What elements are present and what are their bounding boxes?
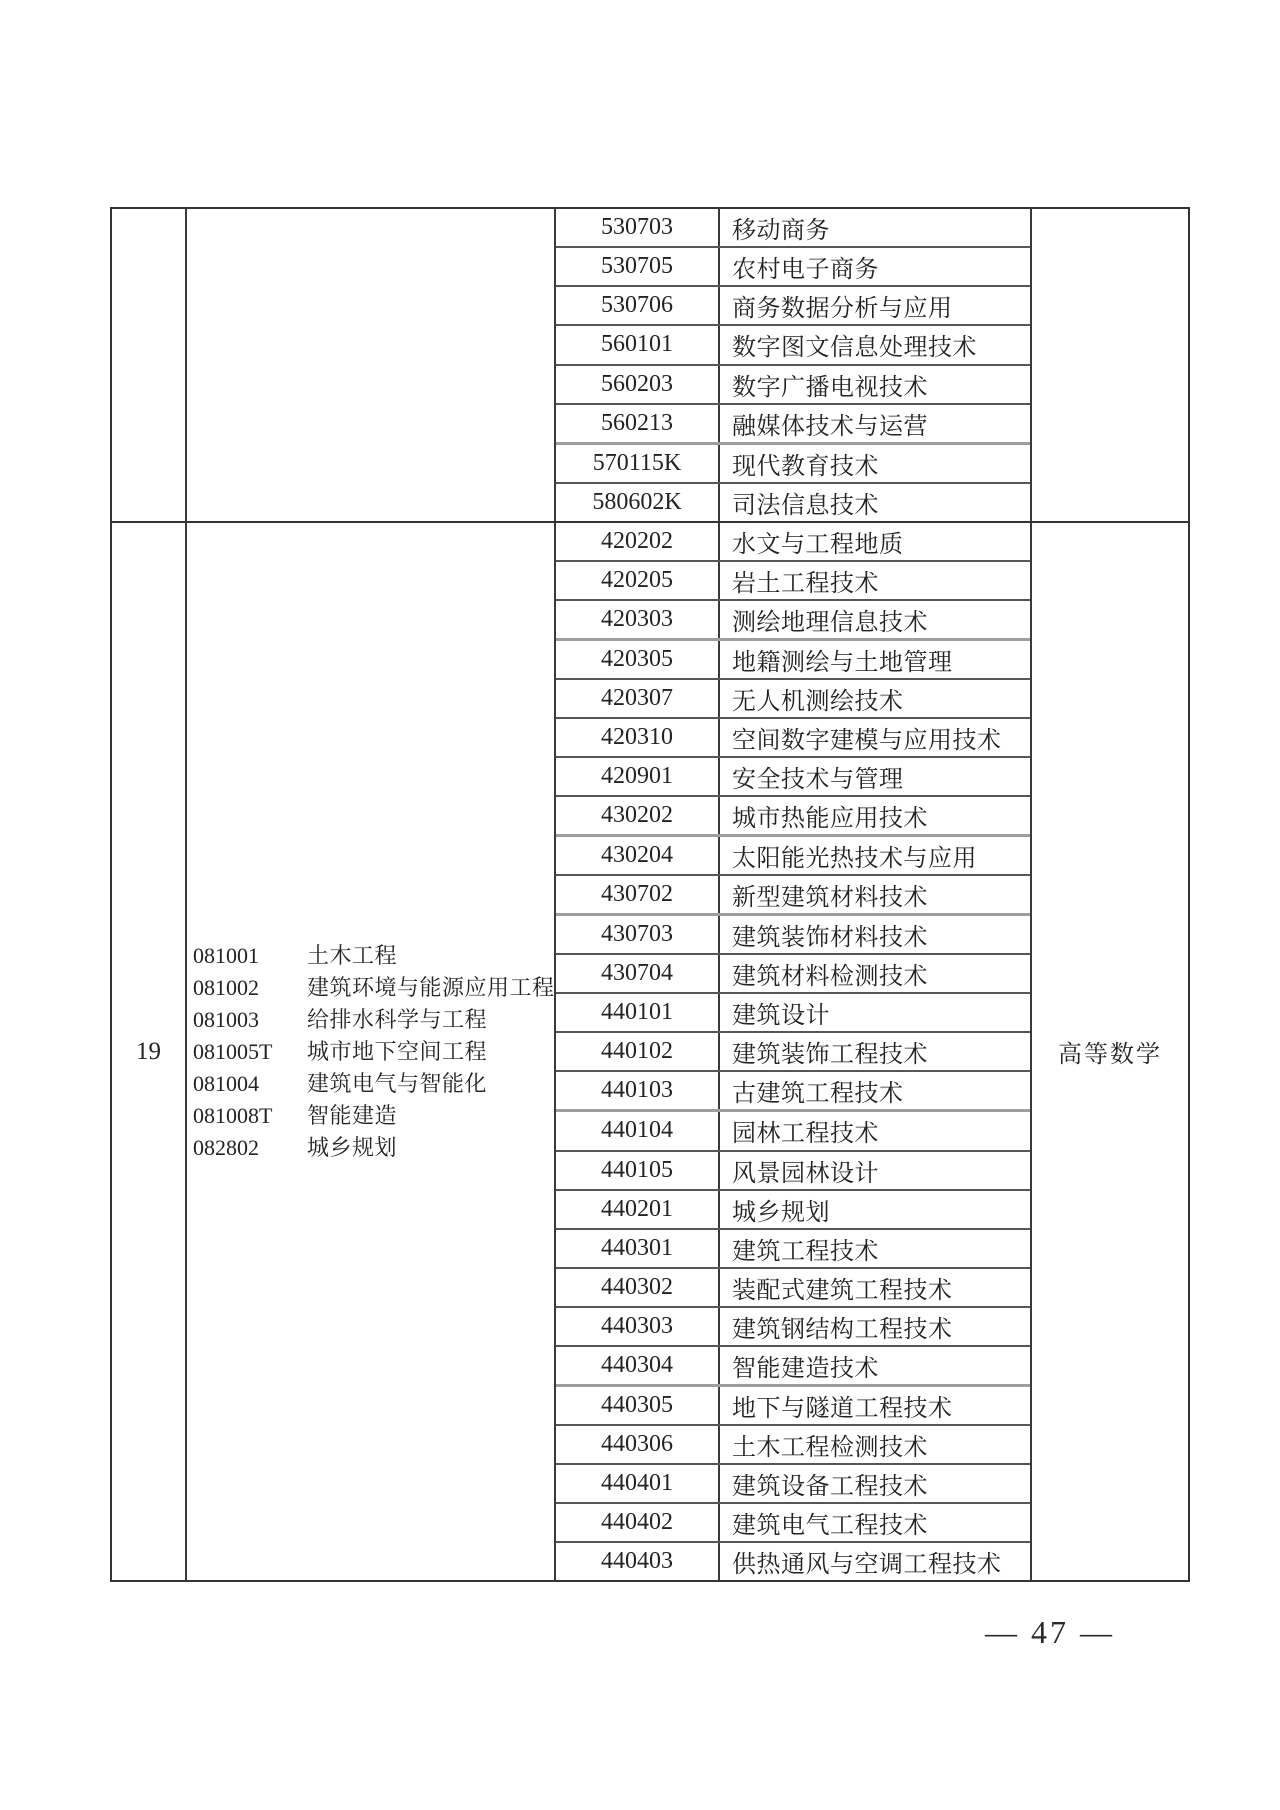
junior-major-name: 建筑钢结构工程技术 — [732, 1316, 953, 1343]
bachelor-majors-list — [187, 940, 554, 1164]
bachelor-major-line — [193, 1004, 554, 1036]
table-section-continuation — [112, 209, 1188, 523]
junior-major-code: 420901 — [556, 758, 720, 795]
bachelor-major-name: 城乡规划 — [307, 1134, 398, 1160]
junior-major-name: 园林工程技术 — [732, 1121, 879, 1148]
junior-major-code: 420305 — [556, 641, 720, 678]
bachelor-major-line — [193, 1100, 554, 1132]
bachelor-major-code: 081001 — [193, 942, 259, 968]
junior-major-name: 新型建筑材料技术 — [732, 885, 928, 912]
junior-major-code: 440403 — [556, 1543, 720, 1580]
bachelor-major-code: 081004 — [193, 1070, 259, 1096]
junior-major-name: 城市热能应用技术 — [732, 806, 928, 833]
junior-major-code: 430204 — [556, 837, 720, 874]
junior-major-row — [556, 1465, 1030, 1504]
junior-major-code: 430702 — [556, 876, 720, 913]
junior-major-name: 水文与工程地质 — [732, 532, 904, 559]
bachelor-major-line — [193, 1132, 554, 1164]
junior-major-name: 司法信息技术 — [732, 492, 879, 519]
exam-subject-cell — [1032, 523, 1188, 1580]
junior-major-row — [556, 326, 1030, 365]
junior-major-name: 现代教育技术 — [732, 453, 879, 480]
bachelor-major-line — [193, 1068, 554, 1100]
junior-major-row — [556, 523, 1030, 562]
junior-major-name: 建筑设计 — [732, 1003, 830, 1030]
junior-major-code: 420310 — [556, 719, 720, 756]
junior-majors-rows — [556, 209, 1032, 521]
junior-major-code: 440401 — [556, 1465, 720, 1502]
junior-major-row — [556, 1112, 1030, 1151]
junior-major-row — [556, 248, 1030, 287]
junior-major-code: 430704 — [556, 955, 720, 992]
bachelor-major-line — [193, 940, 554, 972]
junior-major-name: 古建筑工程技术 — [732, 1081, 904, 1108]
junior-major-code: 570115K — [556, 445, 720, 482]
junior-major-code: 440102 — [556, 1033, 720, 1070]
bachelor-majors-cell-empty — [187, 209, 556, 521]
junior-major-name: 建筑装饰工程技术 — [732, 1042, 928, 1069]
junior-major-name: 融媒体技术与运营 — [732, 413, 928, 440]
junior-major-name: 建筑装饰材料技术 — [732, 925, 928, 952]
bachelor-major-code: 081005T — [193, 1038, 273, 1064]
bachelor-major-code: 081008T — [193, 1102, 273, 1128]
junior-major-row — [556, 1230, 1030, 1269]
junior-major-row — [556, 405, 1030, 445]
junior-major-row — [556, 797, 1030, 837]
seq-number: 19 — [136, 1037, 161, 1065]
junior-major-row — [556, 1347, 1030, 1387]
seq-cell-empty — [112, 209, 187, 521]
junior-major-name: 供热通风与空调工程技术 — [732, 1551, 1002, 1578]
junior-major-code: 530703 — [556, 209, 720, 246]
junior-major-name: 岩土工程技术 — [732, 571, 879, 598]
junior-major-code: 560203 — [556, 366, 720, 403]
junior-major-name: 太阳能光热技术与应用 — [732, 846, 977, 873]
junior-major-name: 数字图文信息处理技术 — [732, 335, 977, 362]
junior-major-code: 530706 — [556, 287, 720, 324]
table-section-19 — [112, 523, 1188, 1580]
junior-major-row — [556, 1072, 1030, 1112]
junior-major-name: 风景园林设计 — [732, 1160, 879, 1187]
junior-major-code: 440303 — [556, 1308, 720, 1345]
junior-major-name: 空间数字建模与应用技术 — [732, 728, 1002, 755]
junior-major-code: 440304 — [556, 1347, 720, 1384]
junior-major-code: 420205 — [556, 562, 720, 599]
junior-major-code: 440104 — [556, 1112, 720, 1149]
junior-major-code: 430703 — [556, 916, 720, 953]
junior-major-row — [556, 916, 1030, 955]
junior-major-name: 城乡规划 — [732, 1199, 830, 1226]
junior-major-code: 580602K — [556, 484, 720, 521]
junior-major-name: 地籍测绘与土地管理 — [732, 650, 953, 677]
junior-major-row — [556, 1543, 1030, 1580]
bachelor-major-name: 建筑电气与智能化 — [307, 1070, 488, 1096]
junior-major-row — [556, 837, 1030, 876]
junior-major-code: 560213 — [556, 405, 720, 442]
junior-major-row — [556, 601, 1030, 641]
junior-major-code: 430202 — [556, 797, 720, 834]
junior-major-row — [556, 1191, 1030, 1230]
junior-major-code: 440103 — [556, 1072, 720, 1109]
junior-major-name: 移动商务 — [732, 218, 830, 245]
junior-major-row — [556, 994, 1030, 1033]
bachelor-major-code: 082802 — [193, 1134, 259, 1160]
junior-major-row — [556, 641, 1030, 680]
junior-major-name: 无人机测绘技术 — [732, 689, 904, 716]
bachelor-major-line — [193, 972, 554, 1004]
page-number: — 47 — — [985, 1614, 1115, 1650]
junior-major-code: 440306 — [556, 1426, 720, 1463]
exam-subject-cell-empty — [1032, 209, 1188, 521]
junior-major-name: 建筑材料检测技术 — [732, 964, 928, 991]
junior-major-name: 农村电子商务 — [732, 257, 879, 284]
bachelor-majors-cell — [187, 523, 556, 1580]
junior-major-code: 440105 — [556, 1152, 720, 1189]
junior-major-code: 530705 — [556, 248, 720, 285]
bachelor-major-code: 081002 — [193, 974, 259, 1000]
junior-major-row — [556, 1387, 1030, 1426]
junior-major-code: 440301 — [556, 1230, 720, 1267]
junior-major-row — [556, 484, 1030, 521]
bachelor-major-name: 智能建造 — [307, 1102, 398, 1128]
junior-major-name: 装配式建筑工程技术 — [732, 1277, 953, 1304]
bachelor-major-name: 土木工程 — [307, 942, 398, 968]
junior-major-name: 地下与隧道工程技术 — [732, 1395, 953, 1422]
junior-major-name: 测绘地理信息技术 — [732, 610, 928, 637]
junior-major-row — [556, 1152, 1030, 1191]
junior-major-name: 商务数据分析与应用 — [732, 296, 953, 323]
bachelor-major-name: 城市地下空间工程 — [307, 1038, 488, 1064]
majors-table — [110, 207, 1190, 1582]
junior-major-code: 420307 — [556, 680, 720, 717]
junior-major-name: 智能建造技术 — [732, 1355, 879, 1382]
junior-majors-rows — [556, 523, 1032, 1580]
bachelor-major-name: 建筑环境与能源应用工程 — [307, 974, 555, 1000]
junior-major-row — [556, 719, 1030, 758]
junior-major-row — [556, 562, 1030, 601]
junior-major-row — [556, 1269, 1030, 1308]
junior-major-row — [556, 758, 1030, 797]
junior-major-row — [556, 1426, 1030, 1465]
junior-major-code: 440305 — [556, 1387, 720, 1424]
seq-cell — [112, 523, 187, 1580]
junior-major-code: 560101 — [556, 326, 720, 363]
junior-major-row — [556, 680, 1030, 719]
junior-major-row — [556, 876, 1030, 916]
junior-major-name: 土木工程检测技术 — [732, 1434, 928, 1461]
junior-major-name: 安全技术与管理 — [732, 767, 904, 794]
junior-major-name: 数字广播电视技术 — [732, 374, 928, 401]
junior-major-name: 建筑设备工程技术 — [732, 1473, 928, 1500]
junior-major-row — [556, 1504, 1030, 1543]
junior-major-row — [556, 445, 1030, 484]
junior-major-row — [556, 955, 1030, 994]
junior-major-row — [556, 287, 1030, 326]
junior-major-code: 420303 — [556, 601, 720, 638]
junior-major-code: 440201 — [556, 1191, 720, 1228]
bachelor-major-code: 081003 — [193, 1006, 259, 1032]
junior-major-row — [556, 366, 1030, 405]
junior-major-row — [556, 1308, 1030, 1347]
junior-major-code: 420202 — [556, 523, 720, 560]
bachelor-major-line — [193, 1036, 554, 1068]
junior-major-code: 440402 — [556, 1504, 720, 1541]
junior-major-name: 建筑工程技术 — [732, 1238, 879, 1265]
junior-major-code: 440101 — [556, 994, 720, 1031]
junior-major-code: 440302 — [556, 1269, 720, 1306]
exam-subject-label: 高等数学 — [1058, 1042, 1162, 1068]
junior-major-row — [556, 209, 1030, 248]
bachelor-major-name: 给排水科学与工程 — [307, 1006, 488, 1032]
junior-major-row — [556, 1033, 1030, 1072]
junior-major-name: 建筑电气工程技术 — [732, 1512, 928, 1539]
